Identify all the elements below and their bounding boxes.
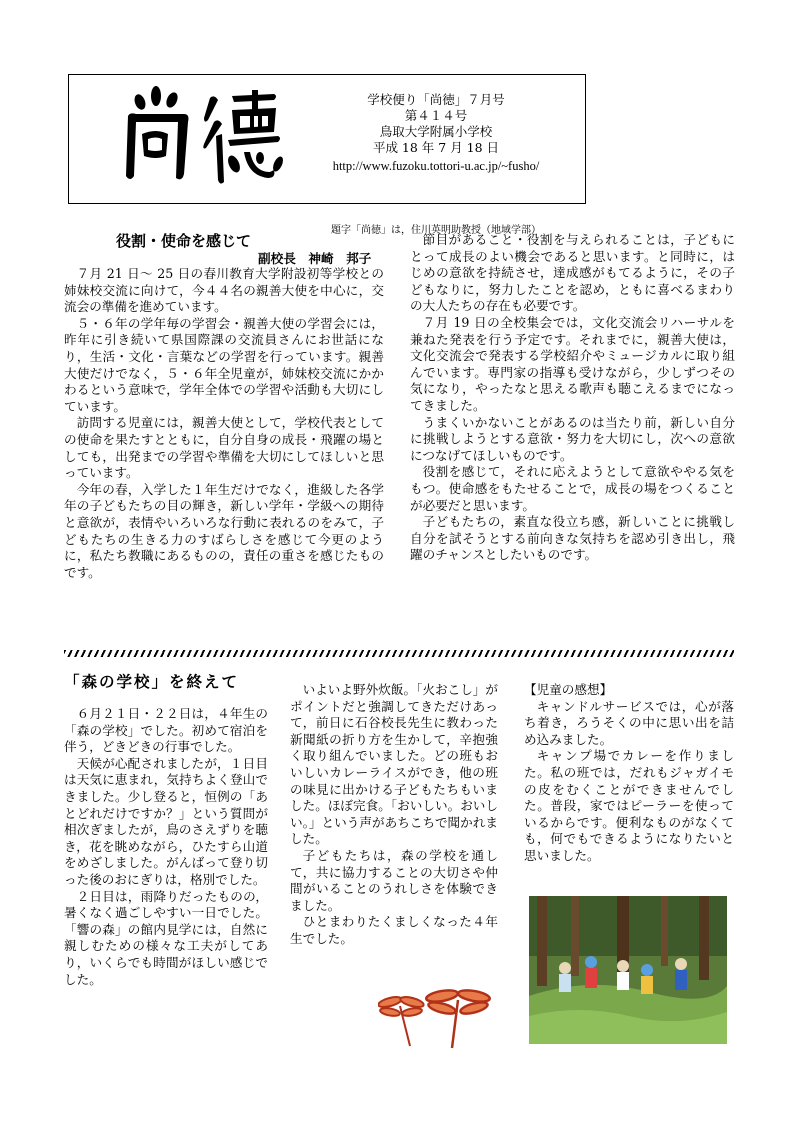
paragraph: 子どもたちは，森の学校を通して，共に協力することの大切さや仲間がいることのうれしさを体験できました。: [290, 847, 498, 913]
paragraph: ６月２１日・２２日は，４年生の「森の学校」でした。初めて宿泊を伴う，どきどきの行事でした。: [64, 706, 268, 755]
paragraph: ５・６年の学年毎の学習会・親善大使の学習会には，昨年に引き続いて県国際課の交流員さんにお世話になり，生活・文化・言葉などの学習を行っています。親善大使だけでなく，５・６年全児童が，姉妹校交流にかかわるという意味で，学年全体での学習や活動も大切にしています。: [64, 315, 384, 414]
article2-column-3: [524, 682, 734, 865]
article2-title: 「森の学校」を終えて: [64, 672, 240, 691]
paragraph: キャンドルサービスでは，心が落ち着き，ろうそくの中に思い出を詰め込みました。: [524, 698, 734, 747]
article1-title: 役割・使命を感じて: [116, 232, 252, 250]
paragraph: 天候が心配されましたが，１日目は天気に恵まれ，気持ちよく登山できました。少し登ると，恒例の「あとどれだけですか？」という質問が相次ぎましたが，鳥のさえずりを聴き，花を眺めながら，ひたすら山道をめざしました。がんばって登り切った後のおにぎりは，格別でした。: [64, 755, 268, 887]
paragraph: キャンプ場でカレーを作りました。私の班では，だれもジャガイモの皮をむくことができませんでした。普段，家ではピーラーを使っているからです。便利なものがなくても，何でもできるようになりたいと思いました。: [524, 748, 734, 863]
article1-right-column: [410, 232, 735, 564]
paragraph: 役割を感じて，それに応えようとして意欲ややる気をもつ。使命感をもたせることで，成長の場をつくることが必要だと思います。: [410, 464, 735, 513]
paragraph: 子どもたちの，素直な役立ち感，新しいことに挑戦し自分を試そうとする前向きな気持ちを認め引き出し，飛躍のチャンスとしたいものです。: [410, 514, 735, 563]
paragraph: ７月 21 日～ 25 日の春川教育大学附設初等学校との姉妹校交流に向けて，今４４名の親善大使を中心に，交流会の準備を進めています。: [64, 266, 384, 315]
article2-column-1: [64, 706, 268, 988]
paragraph: 今年の春，入学した１年生だけでなく，進級した各学年の子どもたちの目の輝き，新しい学年・学級への期待と意欲が，表情やいろいろな行動に表れるのをみて，子どもたちの生きる力のすばらしさを感じて今更のように，私たち教職にあるものの，責任の重さを感じたものです。: [64, 481, 384, 580]
paragraph: いよいよ野外炊飯。「火おこし」がポイントだと強調してきただけあって，前日に石谷校長先生に教わった新聞紙の折り方を生かして，辛抱強く取り組んでいました。どの班もおいしいカレーライスができ，他の班の味見に出かける子どもたちもいました。ほぼ完食。「おいしい。おいしい。」という声があちこちで聞かれました。: [290, 682, 498, 847]
paragraph: ２日目は，雨降りだったものの，暑くなく過ごしやすい一日でした。「響の森」の館内見学には，自然に親しむための様々な工夫がしてあり，いくらでも時間がほしい感じでした。: [64, 888, 268, 987]
paragraph: 訪問する児童には，親善大使として，学校代表としての使命を果たすとともに，自分自身の成長・飛躍の場としても，出発までの学習や準備を大切にしてほしいと思っています。: [64, 415, 384, 481]
forest-hike-photo: [529, 896, 727, 1044]
school-name: 鳥取大学附属小学校: [379, 124, 493, 139]
article1-left-column: [64, 266, 384, 581]
calligraphy-credit: 題字「尚徳」は，住川英明助教授（地域学部）: [331, 225, 541, 236]
paragraph: 節目があること・役割を与えられることは，子どもにとって成長のよい機会であると思います。と同時に，はじめの意欲を持続させ，達成感がもてるように，その子どもなりに，努力したことを認め，ともに喜べるまわりの大人たちの存在も必要です。: [410, 232, 735, 314]
paragraph: ひとまわりたくましくなった４年生でした。: [290, 914, 498, 946]
paragraph: うまくいかないことがあるのは当たり前，新しい自分に挑戦しようとする意欲・努力を大切にし，次への意欲につなげてほしいものです。: [410, 414, 735, 463]
school-url-link[interactable]: http://www.fuzoku.tottori-u.ac.jp/~fusho/: [332, 159, 540, 173]
dragonfly-decoration: [378, 980, 496, 1050]
article1-byline: 副校長 神崎 邦子: [258, 251, 372, 266]
paragraph: ７月 19 日の全校集会では，文化交流会リハーサルを兼ねた発表を行う予定です。それまでに，親善大使は，文化交流会で発表する学校紹介やミュージカルに取り組んでいます。専門家の指導も受けながら，少しずつその気になり，やったなと思える歌声も聴こえるまでになってきました。: [410, 314, 735, 413]
issue-date: 平成 18 年 7 月 18 日: [372, 140, 500, 155]
impressions-heading: 【児童の感想】: [524, 682, 613, 697]
section-divider: [64, 650, 734, 657]
newsletter-title: 学校便り「尚徳」７月号: [367, 92, 505, 107]
article2-column-2: [290, 682, 498, 948]
calligraphy-logo: [118, 86, 288, 188]
issue-number: 第４１４号: [404, 108, 468, 123]
